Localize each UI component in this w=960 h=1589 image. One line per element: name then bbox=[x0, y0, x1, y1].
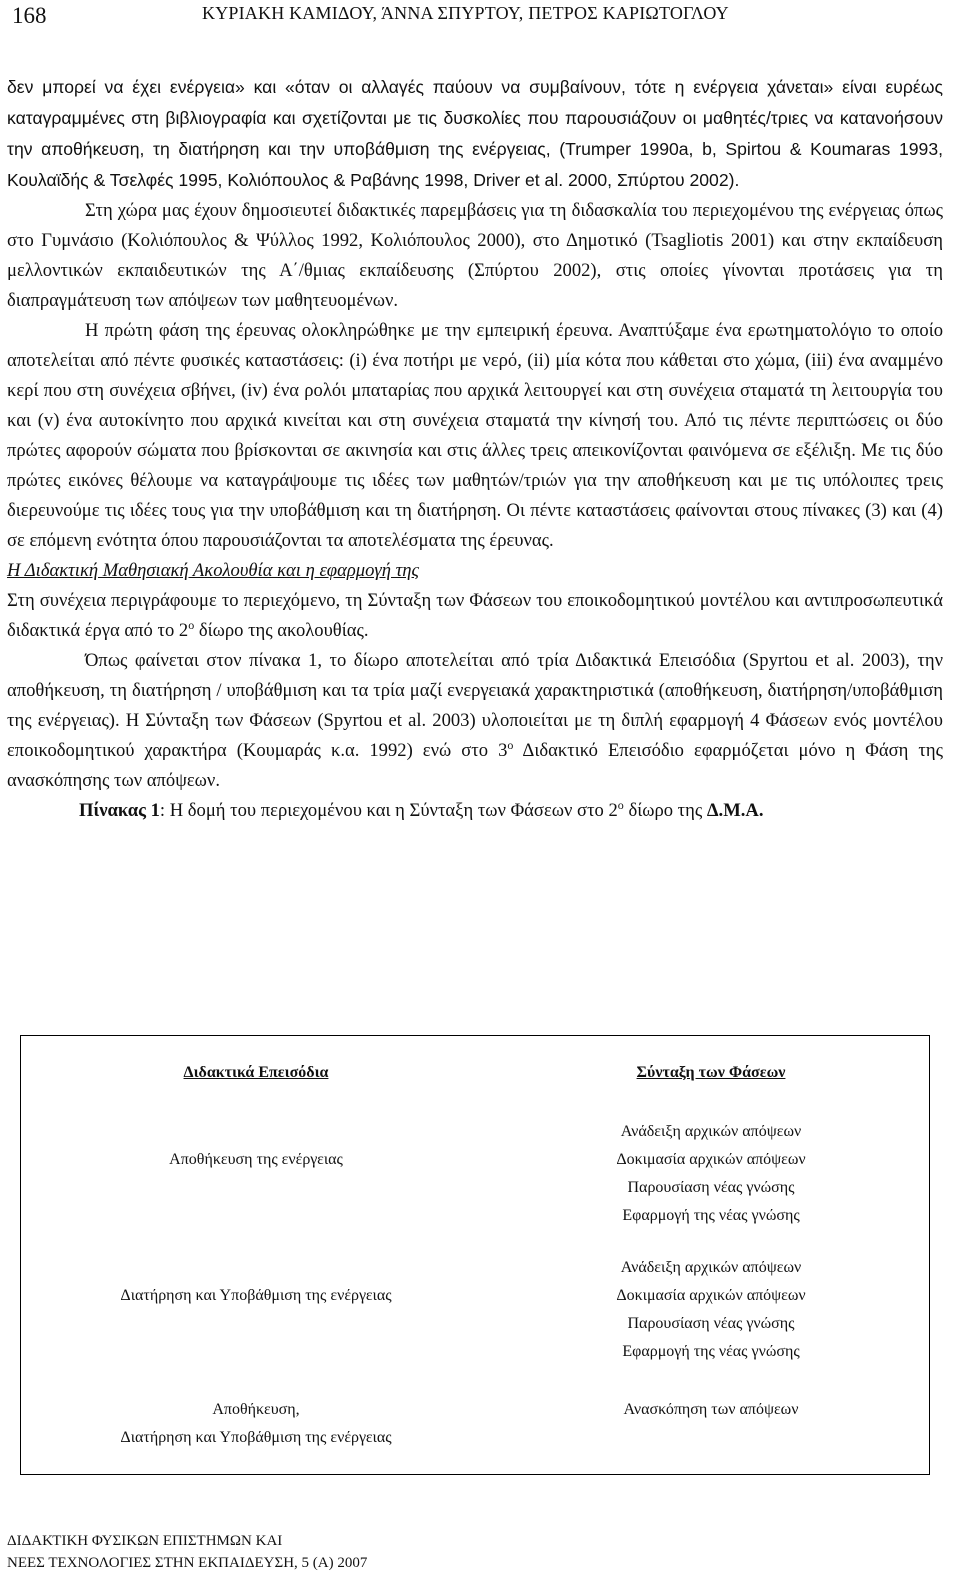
page-footer bbox=[7, 1530, 367, 1574]
paragraph-2: Στη χώρα μας έχουν δημοσιευτεί διδακτικές παρεμβάσεις για τη διδασκαλία του περιεχομένου της ενέργειας όπως στο Γυμνάσιο (Κολιόπουλος & Ψύλλος 1992, Κολιόπουλος 2000), στο Δημοτικό (Tsagliotis 2001) και στην εκπαίδευση μελλοντικών εκπαιδευτικών της Α΄/θμιας εκπαίδευσης (Σπύρτου 2002), στις οποίες γίνονται προτάσεις για τη διαπραγμάτευση των απόψεων των μαθητευομένων. bbox=[7, 200, 943, 311]
footer-journal-line-2: ΝΕΕΣ ΤΕΧΝΟΛΟΓΙΕΣ ΣΤΗΝ ΕΚΠΑΙΔΕΥΣΗ, 5 (Α) 2007 bbox=[7, 1555, 368, 1571]
table-caption: Πίνακας 1: Η δομή του περιεχομένου και η Σύνταξη των Φάσεων στο $2^o$ δίωρο της Δ.Μ.Α. bbox=[79, 797, 764, 821]
section-heading: Η Διδακτική Μαθησιακή Ακολουθία και η εφαρμογή της bbox=[7, 560, 420, 581]
table-row-3-phases: Ανασκόπηση των απόψεων bbox=[623, 1401, 799, 1418]
footer-journal-line-1: ΔΙΔΑΚΤΙΚΗ ΦΥΣΙΚΩΝ ΕΠΙΣΤΗΜΩΝ ΚΑΙ bbox=[7, 1533, 283, 1549]
paragraph-5: Όπως φαίνεται στον πίνακα 1, το δίωρο αποτελείται από τρία Διδακτικά Επεισόδια (Spyrtou et al. 2003), την αποθήκευση, τη διατήρηση / υποβάθμιση και τα τρία μαζί ενεργειακά χαρακτηριστικά (αποθήκευση, διατήρηση/υποβάθμιση της ενέργειας). Η Σύνταξη των Φάσεων (Spyrtou et al. 2003) υλοποιείται με τη διπλή εφαρμογή 4 Φάσεων ενός μοντέλου εποικοδομητικού χαρακτήρα (Κουμαράς κ.α. 1992) ενώ στο $3^o$ Διδακτικό Επεισόδιο εφαρμόζεται μόνο η Φάση της ανασκόπησης των απόψεων. bbox=[7, 650, 943, 791]
table-header-phases: Σύνταξη των Φάσεων bbox=[636, 1064, 786, 1081]
article-body bbox=[7, 72, 943, 826]
table-row-1-phases: Ανάδειξη αρχικών απόψεων Δοκιμασία αρχικών απόψεων Παρουσίαση νέας γνώσης Εφαρμογή της νέας γνώσης bbox=[616, 1123, 806, 1224]
table-header-episodes: Διδακτικά Επεισόδια bbox=[183, 1064, 329, 1081]
table-row-2-episode: Διατήρηση και Υποβάθμιση της ενέργειας bbox=[120, 1287, 392, 1304]
table-row-1-episode: Αποθήκευση της ενέργειας bbox=[169, 1151, 343, 1168]
table-row-2-phases: Ανάδειξη αρχικών απόψεων Δοκιμασία αρχικών απόψεων Παρουσίαση νέας γνώσης Εφαρμογή της νέας γνώσης bbox=[616, 1259, 806, 1360]
table-row-3-episode: Αποθήκευση, Διατήρηση και Υποβάθμιση της ενέργειας bbox=[120, 1401, 392, 1446]
page-number: 168 bbox=[12, 3, 47, 28]
running-head-authors: ΚΥΡΙΑΚΗ ΚΑΜΙΔΟΥ, ΆΝΝΑ ΣΠΥΡΤΟΥ, ΠΕΤΡΟΣ ΚΑΡΙΩΤΟΓΛΟΥ bbox=[202, 3, 729, 23]
structure-table bbox=[20, 1035, 930, 1475]
page-header bbox=[12, 0, 932, 40]
paragraph-1: δεν μπορεί να έχει ενέργεια» και «όταν οι αλλαγές παύουν να συμβαίνουν, τότε η ενέργεια χάνεται» είναι ευρέως καταγραμμένες στη βιβλιογραφία και σχετίζονται με τις δυσκολίες που παρουσιάζουν οι μαθητές/τριες να κατανοήσουν την αποθήκευση, τη διατήρηση και την υποβάθμιση της ενέργειας, (Trumper 1990a, b, Spirtou & Koumaras 1993, Κουλαϊδής & Τσελφές 1995, Κολιόπουλος & Ραβάνης 1998, Driver et al. 2000, Σπύρτου 2002). bbox=[7, 77, 943, 190]
paragraph-3: Η πρώτη φάση της έρευνας ολοκληρώθηκε με την εμπειρική έρευνα. Αναπτύξαμε ένα ερωτηματολόγιο το οποίο αποτελείται από πέντε φυσικές καταστάσεις: (i) ένα ποτήρι με νερό, (ii) μία κότα που κάθεται στο χώμα, (iii) ένα αναμμένο κερί που στη συνέχεια σβήνει, (iv) ένα ρολόι μπαταρίας που αρχικά λειτουργεί και στη συνέχεια σταματά τη λειτουργία του και (v) ένα αυτοκίνητο που αρχικά κινείται και στη συνέχεια σταματά την κίνησή του. Από τις πέντε περιπτώσεις οι δύο πρώτες αφορούν σώματα που βρίσκονται σε ακινησία και στις άλλες τρεις απεικονίζονται φαινόμενα σε εξέλιξη. Με τις δύο πρώτες εικόνες θέλουμε να καταγράψουμε τις ιδέες των μαθητών/τριών για την αποθήκευση και με τις υπόλοιπες τρεις διερευνούμε τις ιδέες τους για την υποβάθμιση και τη διατήρηση. Οι πέντε καταστάσεις φαίνονται στους πίνακες (3) και (4) σε επόμενη ενότητα όπου παρουσιάζονται τα αποτελέσματα της έρευνας. bbox=[7, 320, 943, 551]
paragraph-4: Στη συνέχεια περιγράφουμε το περιεχόμενο, τη Σύνταξη των Φάσεων του εποικοδομητικού μοντέλου και αντιπροσωπευτικά διδακτικά έργα από το $2^o$ δίωρο της ακολουθίας. bbox=[7, 590, 943, 641]
